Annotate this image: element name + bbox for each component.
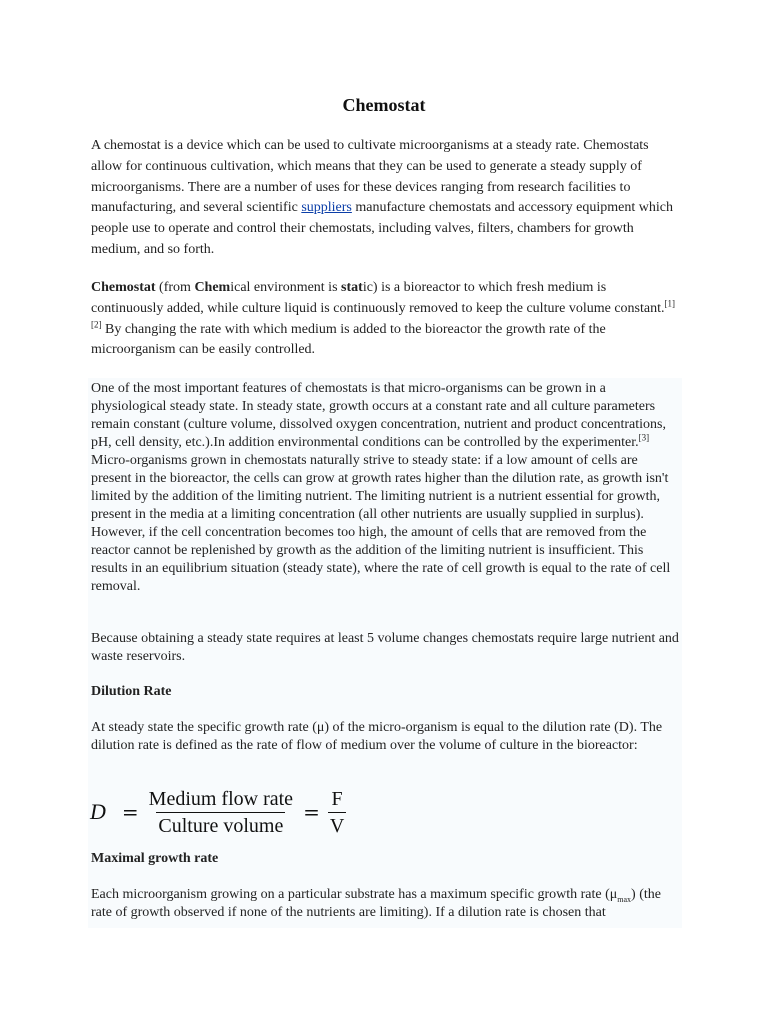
maximal-text-1: Each microorganism growing on a particular substrate has a maximum specific growth rate (μ bbox=[91, 887, 618, 902]
from-open-text: (from bbox=[155, 280, 195, 295]
formula-equals-2: = bbox=[303, 800, 320, 824]
definition-paragraph bbox=[91, 278, 681, 361]
reservoir-paragraph: Because obtaining a steady state requires at least 5 volume changes chemostats require large nutrient and waste reservoirs. bbox=[91, 631, 679, 664]
term-stat: stat bbox=[341, 280, 363, 295]
maximal-text-2: ) (the rate of growth observed if none of the nutrients are limiting). If a dilution rate is chosen that bbox=[91, 887, 661, 920]
heading-maximal-growth-rate: Maximal growth rate bbox=[91, 851, 219, 866]
maximal-growth-paragraph bbox=[91, 886, 681, 922]
term-chemostat: Chemostat bbox=[91, 280, 156, 295]
reference-3[interactable]: [3] bbox=[638, 432, 650, 443]
term-chem: Chem bbox=[194, 280, 231, 295]
suppliers-link[interactable]: suppliers bbox=[301, 200, 352, 216]
intro-text-end: manufacture chemostats and accessory equipment which people use to operate and control their chemostats, including valves, filters, chambers for growth medium, and so forth. bbox=[91, 200, 673, 257]
steady-state-text-1: One of the most important features of chemostats is that micro-organisms can be grown in a physiological steady state. In steady state, growth occurs at a constant rate and all culture parameters remain constant (culture volume, dissolved oxygen concentration, nutrient and product concentrations, pH, cell density, etc.).In addition environmental conditions can be controlled by the experimenter. bbox=[91, 381, 666, 450]
page-title: Chemostat bbox=[342, 95, 426, 115]
formula-equals-1: = bbox=[121, 800, 139, 824]
intro-text-start: A chemostat is a device which can be used to cultivate microorganisms at a steady rate. Chemostats allow for continuous cultivation, which means that they can be used to generate a steady supply of microorganisms. There are a number of uses for these devices ranging from research facilities to manufacturing, and several scientific bbox=[91, 138, 649, 216]
formula-fraction-words bbox=[147, 788, 295, 837]
formula-denominator-v: V bbox=[328, 812, 346, 837]
mu-max-subscript: max bbox=[617, 894, 632, 904]
heading-dilution-rate: Dilution Rate bbox=[91, 684, 172, 699]
dilution-rate-formula bbox=[90, 786, 346, 838]
ical-env-text: ical environment is bbox=[230, 280, 342, 295]
definition-text-2: By changing the rate with which medium is added to the bioreactor the growth rate of the microorganism can be easily controlled. bbox=[91, 321, 606, 358]
definition-text-1: ic) is a bioreactor to which fresh medium is continuously added, while culture liquid is continuously removed to keep the culture volume constant. bbox=[91, 280, 665, 316]
formula-numerator: Medium flow rate bbox=[148, 787, 294, 810]
steady-state-text-2: Micro-organisms grown in chemostats naturally strive to steady state: if a low amount of cells are present in the bioreactor, the cells can grow at growth rates higher than the dilution rate, as growth isn't limited by the addition of the limiting nutrient. The limiting nutrient is a nutrient essential for growth, present in the media at a limiting concentration (all other nutrients are usually supplied in surplus). However, if the cell concentration becomes too high, the amount of cells that are removed from the reactor cannot be replenished by growth as the addition of the limiting nutrient is insufficient. This results in an equilibrium situation (steady state), where the rate of cell growth is equal to the rate of cell removal. bbox=[91, 453, 671, 594]
formula-lhs: D bbox=[90, 799, 106, 824]
formula-denominator: Culture volume bbox=[156, 812, 285, 837]
reference-1-2[interactable]: [1][2] bbox=[91, 298, 675, 329]
steady-state-paragraph bbox=[91, 380, 681, 596]
dilution-paragraph: At steady state the specific growth rate (μ) of the micro-organism is equal to the dilution rate (D). The dilution rate is defined as the rate of flow of medium over the volume of culture in the bioreactor: bbox=[91, 720, 663, 753]
intro-paragraph bbox=[91, 136, 681, 261]
formula-numerator-f: F bbox=[331, 787, 343, 810]
formula-fraction-symbols bbox=[328, 788, 346, 837]
